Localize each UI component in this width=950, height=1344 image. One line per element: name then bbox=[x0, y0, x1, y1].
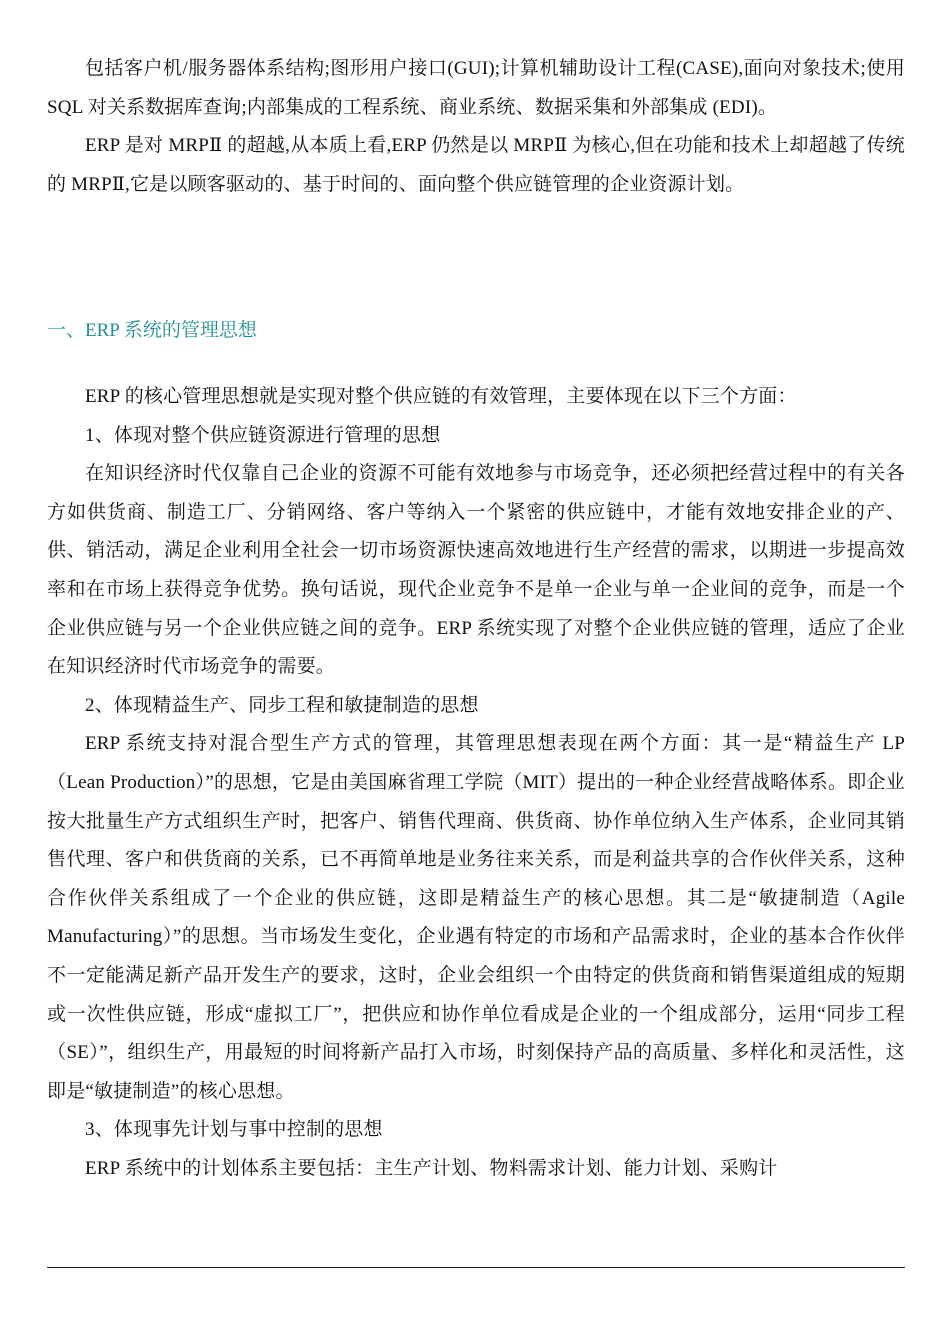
intro-paragraph-1: 包括客户机/服务器体系结构;图形用户接口(GUI);计算机辅助设计工程(CASE),面向对象技术;使用 SQL 对关系数据库查询;内部集成的工程系统、商业系统、数据采集和外部集成 (EDI)。 bbox=[47, 58, 905, 118]
intro-section bbox=[47, 50, 905, 204]
page-bottom-divider bbox=[47, 1267, 905, 1268]
section-lead-paragraph: ERP 的核心管理思想就是实现对整个供应链的有效管理，主要体现在以下三个方面： bbox=[85, 386, 797, 407]
section-body bbox=[47, 378, 905, 1188]
point-3-body: ERP 系统中的计划体系主要包括：主生产计划、物料需求计划、能力计划、采购计 bbox=[85, 1157, 778, 1179]
point-1-body: 在知识经济时代仅靠自己企业的资源不可能有效地参与市场竞争，还必须把经营过程中的有关各方如供货商、制造工厂、分销网络、客户等纳入一个紧密的供应链中，才能有效地安排企业的产、供、销活动，满足企业利用全社会一切市场资源快速高效地进行生产经营的需求，以期进一步提高效率和在市场上获得竞争优势。换句话说，现代企业竞争不是单一企业与单一企业间的竞争，而是一个企业供应链与另一个企业供应链之间的竞争。ERP 系统实现了对整个企业供应链的管理，适应了企业在知识经济时代市场竞争的需要。 bbox=[47, 463, 905, 678]
point-3-title: 3、体现事先计划与事中控制的思想 bbox=[85, 1119, 383, 1141]
point-2-title: 2、体现精益生产、同步工程和敏捷制造的思想 bbox=[85, 694, 479, 716]
point-2-body: ERP 系统支持对混合型生产方式的管理，其管理思想表现在两个方面：其一是“精益生产 LP（Lean Production）”的思想，它是由美国麻省理工学院（MIT）提出的一种企业经营战略体系。即企业按大批量生产方式组织生产时，把客户、销售代理商、供货商、协作单位纳入生产体系，企业同其销售代理、客户和供货商的关系，已不再简单地是业务往来关系，而是利益共享的合作伙伴关系，这种合作伙伴关系组成了一个企业的供应链，这即是精益生产的核心思想。其二是“敏捷制造（Agile Manufacturing）”的思想。当市场发生变化，企业遇有特定的市场和产品需求时，企业的基本合作伙伴不一定能满足新产品开发生产的要求，这时，企业会组织一个由特定的供货商和销售渠道组成的短期或一次性供应链，形成“虚拟工厂”，把供应和协作单位看成是企业的一个组成部分，运用“同步工程（SE）”，组织生产，用最短的时间将新产品打入市场，时刻保持产品的高质量、多样化和灵活性，这即是“敏捷制造”的核心思想。 bbox=[47, 733, 905, 1102]
intro-paragraph-2: ERP 是对 MRPⅡ 的超越,从本质上看,ERP 仍然是以 MRPⅡ 为核心,但在功能和技术上却超越了传统的 MRPⅡ,它是以顾客驱动的、基于时间的、面向整个供应链管理的企业资源计划。 bbox=[47, 135, 905, 195]
section-heading: 一、ERP 系统的管理思想 bbox=[47, 320, 257, 341]
point-1-title: 1、体现对整个供应链资源进行管理的思想 bbox=[85, 424, 441, 446]
document-page bbox=[47, 0, 905, 1344]
